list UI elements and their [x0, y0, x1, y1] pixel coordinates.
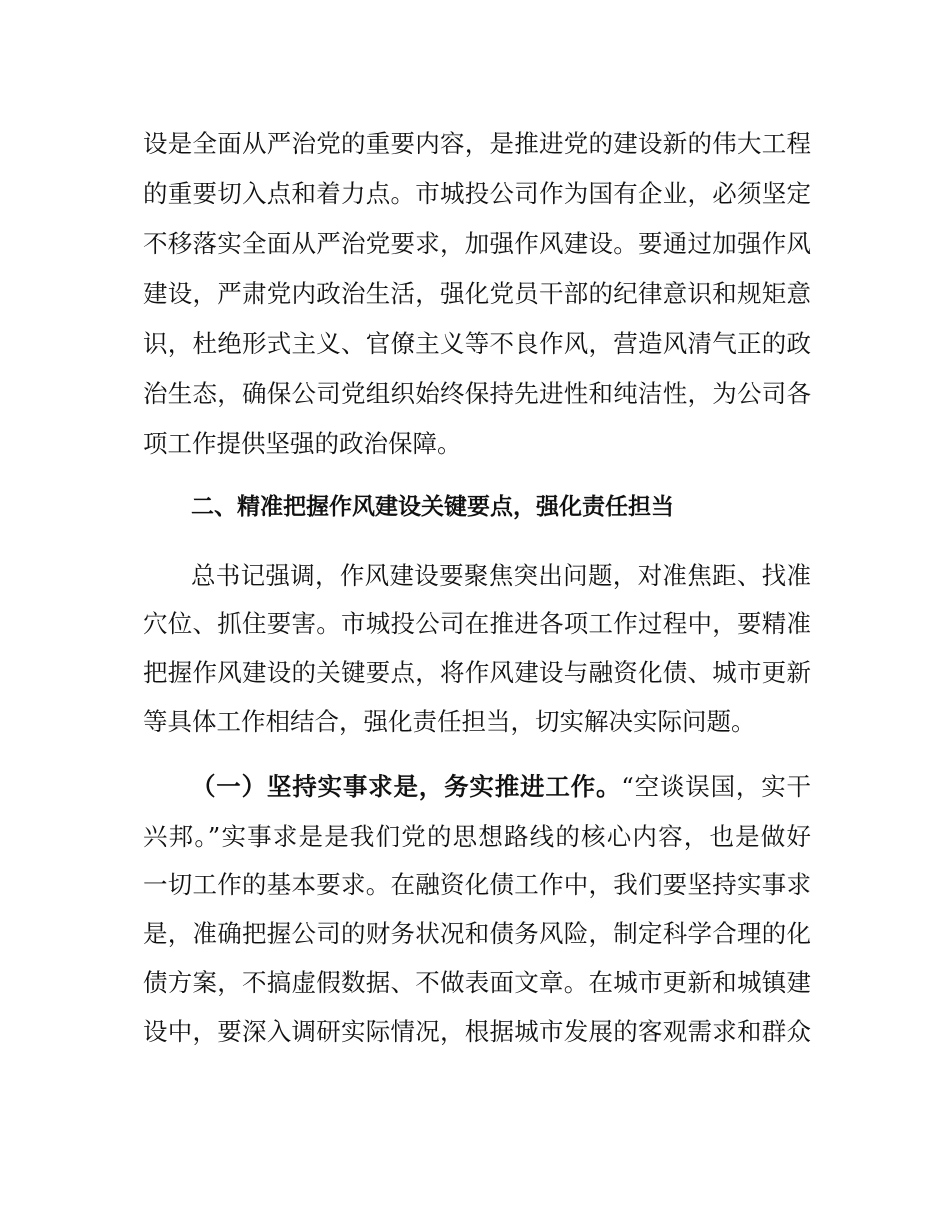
quote-start: “空谈误国，实干	[621, 772, 811, 801]
paragraph-1-line-5: 识，杜绝形式主义、官僚主义等不良作风，营造风清气正的政	[143, 329, 811, 358]
paragraph-1-line-2: 的重要切入点和着力点。市城投公司作为国有企业，必须坚定	[143, 179, 811, 208]
paragraph-2-line-1: 总书记强调，作风建设要聚焦突出问题，对准焦距、找准	[191, 561, 811, 590]
paragraph-2-line-2: 穴位、抓住要害。市城投公司在推进各项工作过程中，要精准	[143, 609, 811, 638]
paragraph-1-line-4: 建设，严肃党内政治生活，强化党员干部的纪律意识和规矩意	[143, 279, 811, 308]
paragraph-3-line-1	[191, 770, 811, 804]
paragraph-1-line-7: 项工作提供坚强的政治保障。	[143, 429, 462, 458]
paragraph-3-line-5: 债方案，不搞虚假数据、不做表面文章。在城市更新和城镇建	[143, 968, 811, 997]
paragraph-3-line-2: 兴邦。”实事求是是我们党的思想路线的核心内容，也是做好	[143, 822, 811, 851]
paragraph-1-line-6: 治生态，确保公司党组织始终保持先进性和纯洁性，为公司各	[143, 379, 811, 408]
paragraph-2-line-3: 把握作风建设的关键要点，将作风建设与融资化债、城市更新	[143, 658, 811, 687]
paragraph-3-line-4: 是，准确把握公司的财务状况和债务风险，制定科学合理的化	[143, 919, 811, 948]
section-heading: 二、精准把握作风建设关键要点，强化责任担当	[191, 494, 674, 520]
paragraph-1-line-1: 设是全面从严治党的重要内容，是推进党的建设新的伟大工程	[143, 129, 811, 158]
paragraph-3-line-3: 一切工作的基本要求。在融资化债工作中，我们要坚持实事求	[143, 870, 811, 899]
subheading-inline: （一）坚持实事求是，务实推进工作。	[191, 772, 622, 801]
paragraph-2-line-4: 等具体工作相结合，强化责任担当，切实解决实际问题。	[143, 707, 756, 736]
paragraph-3-line-6: 设中，要深入调研实际情况，根据城市发展的客观需求和群众	[143, 1017, 811, 1046]
paragraph-1-line-3: 不移落实全面从严治党要求，加强作风建设。要通过加强作风	[143, 229, 811, 258]
